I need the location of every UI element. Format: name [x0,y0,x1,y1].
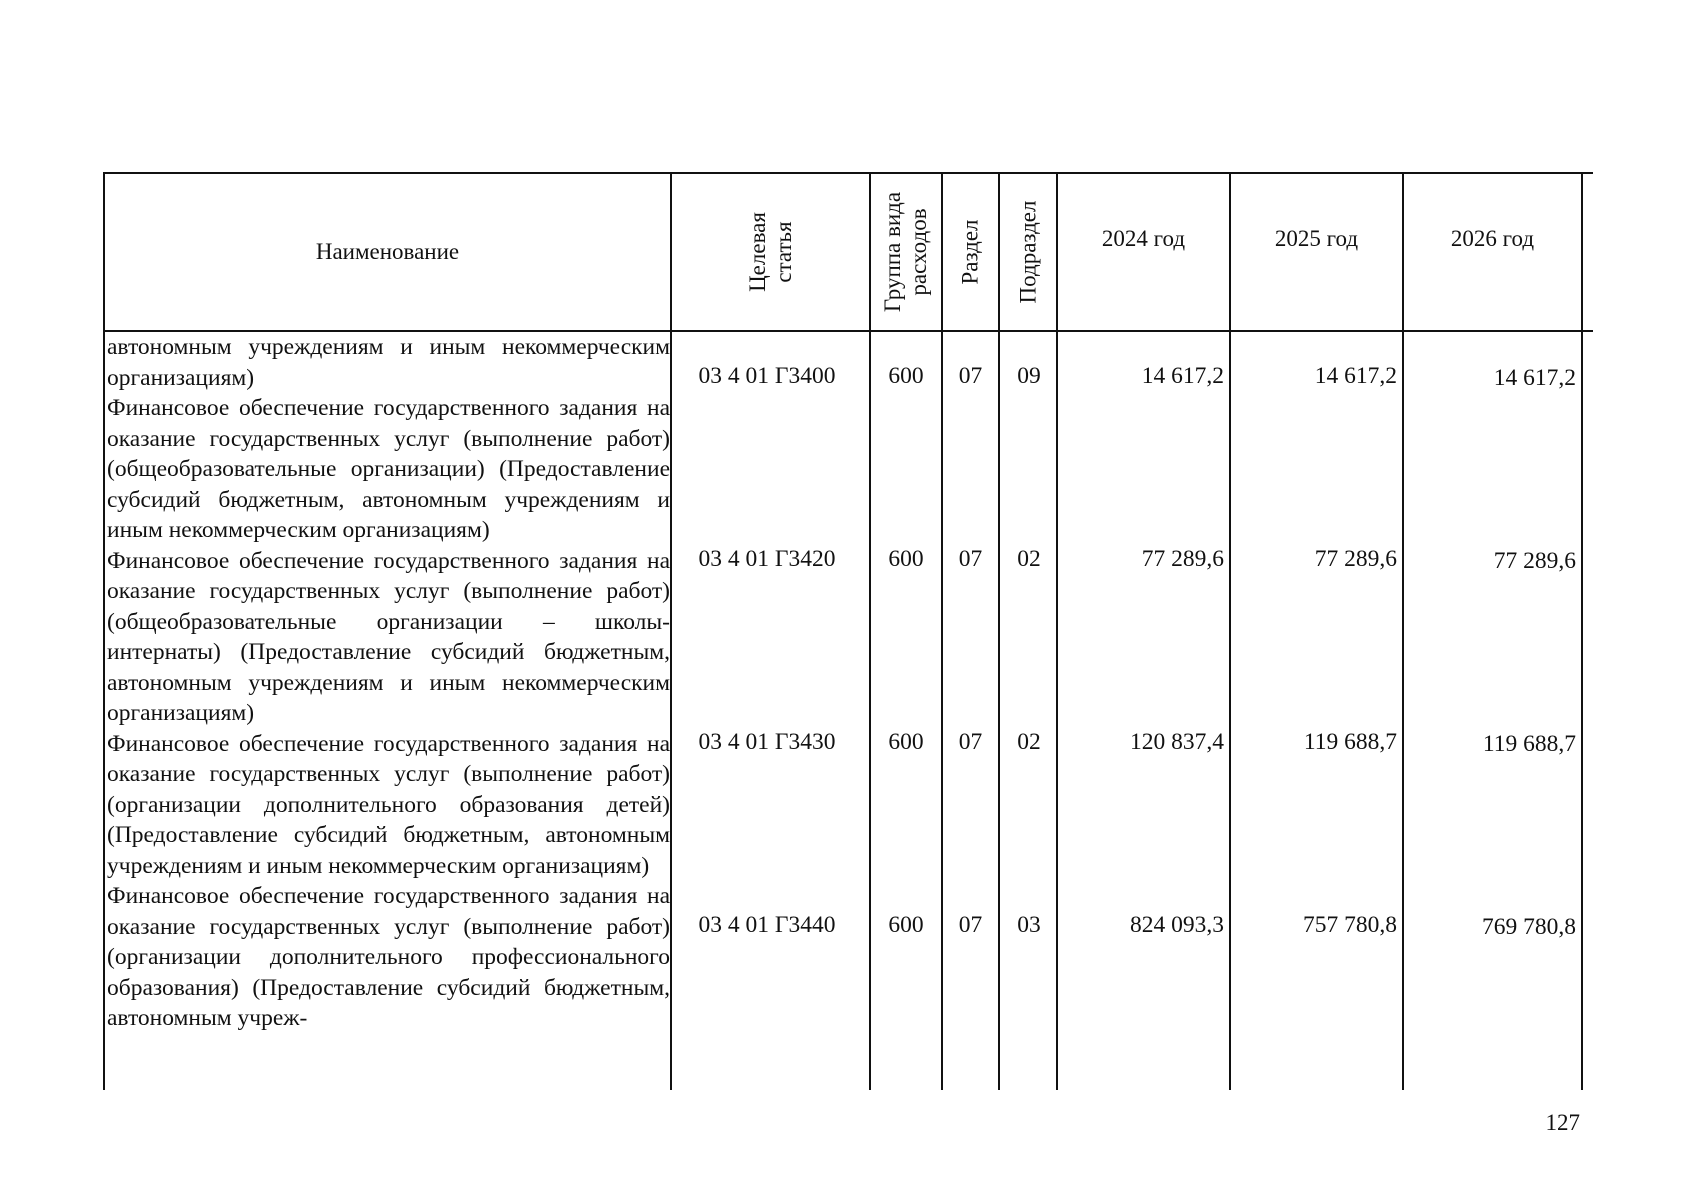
header-2025: 2025 год [1274,226,1359,251]
row-1-subsection: 02 [1017,546,1041,572]
header-target-label: Целевая статья [744,212,796,292]
row-0-2024: 14 617,2 [1141,363,1224,389]
header-target [672,174,869,330]
col-border-right [1581,172,1583,1090]
row-1-section: 07 [958,546,983,572]
row-0-section: 07 [958,363,983,389]
row-2-2025: 119 688,7 [1303,729,1397,755]
row-2-group: 600 [888,729,924,755]
row-0-group: 600 [888,363,924,389]
row-3-group: 600 [888,912,924,938]
header-section [943,174,998,330]
row-0-2025: 14 617,2 [1314,363,1397,389]
text-block-2: Финансовое обеспечение государственного задания на оказание государственных услуг (выполнение работ) (общеобразовательные организации – школы-интернаты) (Предоставление субсидий бюджетным, автономным учреждениям и иным некоммерческим организациям) [107,547,670,726]
row-3-subsection: 03 [1017,912,1041,938]
row-3-2024: 824 093,3 [1130,912,1224,938]
header-group [871,174,941,330]
header-2024: 2024 год [1101,226,1186,251]
col-border-7 [1402,172,1404,1090]
row-3-section: 07 [958,912,983,938]
name-column-text [107,332,670,1034]
row-2-2026: 119 688,7 [1482,731,1576,757]
row-1-code: 03 4 01 Г3420 [698,546,836,572]
row-0-2026: 14 617,2 [1493,365,1576,391]
col-border-6 [1229,172,1231,1090]
row-2-section: 07 [958,729,983,755]
text-block-4: Финансовое обеспечение государственного задания на оказание государственных услуг (выполнение работ) (организации дополнительного профессионального образования) (Предоставление субсидий бюджетным, автономным учреж- [107,883,670,1031]
row-3-2025: 757 780,8 [1303,912,1397,938]
header-group-label: Группа вида расходов [880,191,932,313]
row-0-subsection: 09 [1017,363,1041,389]
text-block-1: Финансовое обеспечение государственного задания на оказание государственных услуг (выполнение работ) (общеобразовательные организации) (Предоставление субсидий бюджетным, автономным учреждениям и иным некоммерческим организациям) [107,395,670,543]
row-2-subsection: 02 [1017,729,1041,755]
row-1-2025: 77 289,6 [1314,546,1397,572]
row-3-code: 03 4 01 Г3440 [698,912,836,938]
header-2026: 2026 год [1450,226,1535,251]
row-1-2024: 77 289,6 [1141,546,1224,572]
header-name [105,174,670,330]
header-name-label: Наименование [315,239,460,264]
row-0-code: 03 4 01 Г3400 [698,363,836,389]
page-number: 127 [1545,1110,1580,1135]
row-3-2026: 769 780,8 [1482,914,1576,940]
text-block-0: автономным учреждениям и иным некоммерческим организациям) [107,334,670,391]
header-subsection [1000,174,1056,330]
text-block-3: Финансовое обеспечение государственного задания на оказание государственных услуг (выполнение работ) (организации дополнительного образования детей) (Предоставление субсидий бюджетным, автономным учреждениям и иным некоммерческим организациям) [107,730,670,879]
row-2-2024: 120 837,4 [1130,729,1224,755]
header-section-label: Раздел [957,219,983,285]
row-1-2026: 77 289,6 [1493,548,1576,574]
header-subsection-label: Подраздел [1015,200,1041,304]
row-1-group: 600 [888,546,924,572]
col-border-5 [1056,172,1058,1090]
row-2-code: 03 4 01 Г3430 [698,729,836,755]
